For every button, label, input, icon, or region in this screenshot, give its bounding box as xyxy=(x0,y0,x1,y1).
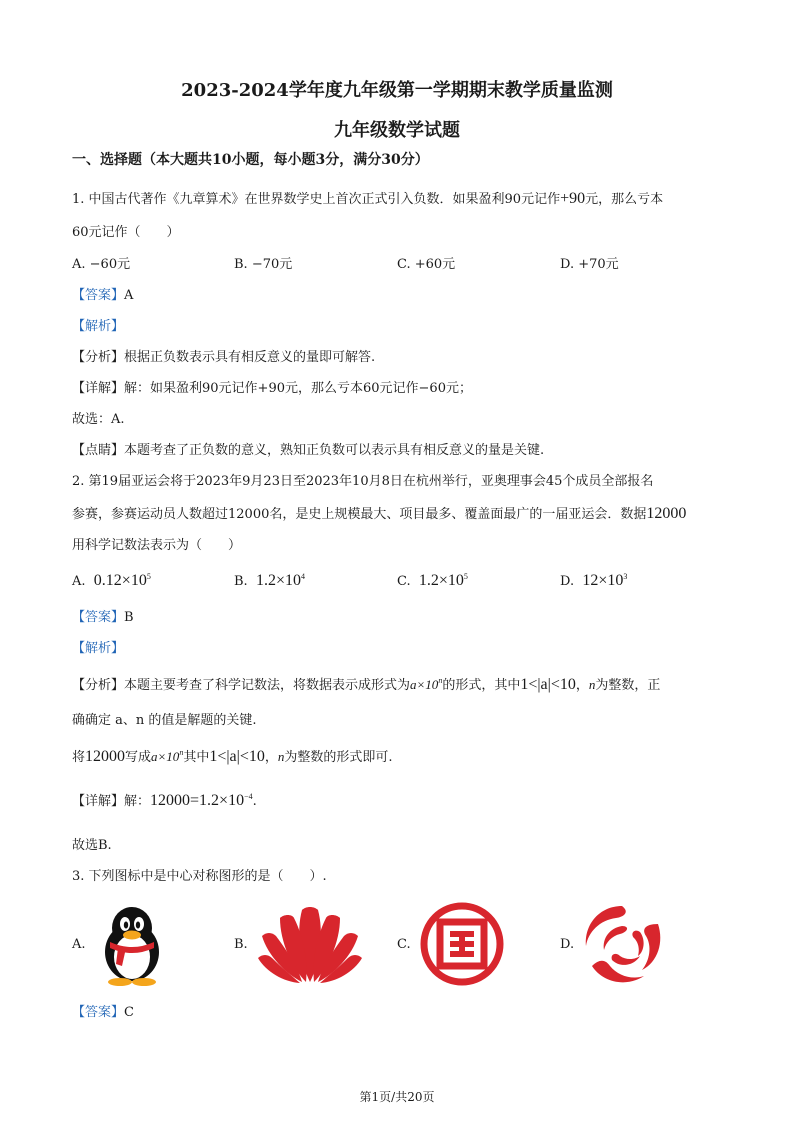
q2-conclusion: 故选B. xyxy=(72,838,112,853)
q2-fenxi-text-b: 的形式，其中 xyxy=(442,678,521,693)
q1-detail-text: 解：如果盈利90元记作+90元，那么亏本60元记作−60元； xyxy=(124,381,472,396)
detail-tag: 【详解】 xyxy=(72,794,125,809)
q2-stem-text: 参赛，参赛运动员人数超过12000名，是史上规模最大、项目最多、覆盖面最广的一届亚运会．数据 xyxy=(72,507,647,522)
q2-fenxi-text-a: 本题主要考查了科学记数法，将数据表示成形式为 xyxy=(124,678,411,693)
q1-comment-text: 本题考查了正负数的意义，熟知正负数可以表示具有相反意义的量是关键. xyxy=(124,443,545,458)
page-number-footer: 第1页/共20页 xyxy=(359,1090,435,1104)
q2-method-math1-exp: n xyxy=(179,748,184,757)
q2-stem-line1: 2. 第19届亚运会将于2023年9月23日至2023年10月8日在杭州举行，亚奥理事会45个成员全部报名 xyxy=(72,474,654,489)
q2-option-d-base: 12×10 xyxy=(582,572,624,589)
q2-fenxi-math2: 1<|a|<10 xyxy=(520,676,576,693)
q1-conclusion: 故选：A. xyxy=(72,412,125,427)
answer-tag: 【答案】 xyxy=(72,1005,125,1020)
q3-answer-value: C xyxy=(124,1005,134,1020)
q2-method-text-d: ， xyxy=(264,750,278,765)
page-subtitle: 九年级数学试题 xyxy=(334,120,460,141)
q2-option-b-exp: 4 xyxy=(300,572,305,581)
analysis-tag: 【解析】 xyxy=(72,319,125,334)
q2-fenxi-line xyxy=(72,676,660,695)
q2-stem-line2 xyxy=(72,505,686,524)
q2-option-d-label: D. xyxy=(560,574,575,589)
q2-method-math1: a×10 xyxy=(151,749,180,764)
q2-detail-math: 12000=1.2×10 xyxy=(150,792,245,809)
q2-method-text-e: 为整数的形式即可. xyxy=(284,750,393,765)
q2-fenxi-line2: 确确定 a、n 的值是解题的关键. xyxy=(72,713,257,728)
q2-answer-value: B xyxy=(124,610,134,625)
q2-option-d-exp: 3 xyxy=(623,572,628,581)
q2-stem-line3: 用科学记数法表示为（ ） xyxy=(72,538,242,553)
q1-fenxi-text: 根据正负数表示具有相反意义的量即可解答. xyxy=(124,350,376,365)
q2-method-number: 12000 xyxy=(85,748,126,765)
q1-stem-line2: 60元记作（ ） xyxy=(72,225,180,240)
analysis-tag: 【解析】 xyxy=(72,641,125,656)
penguin-logo-icon xyxy=(96,904,168,986)
q2-method-math2: 1<|a|<10 xyxy=(209,748,265,765)
q2-option-b xyxy=(234,572,305,591)
swirl-logo-icon xyxy=(582,902,664,986)
q1-option-d: D. +70元 xyxy=(560,257,619,272)
q3-option-d-label: D. xyxy=(560,937,575,952)
q2-detail-line xyxy=(72,792,257,811)
section-title: 一、选择题（本大题共10小题，每小题3分，满分30分） xyxy=(72,152,429,168)
q1-fenxi-line xyxy=(72,349,375,367)
q2-option-a-base: 0.12×10 xyxy=(93,572,147,589)
q3-option-c-label: C. xyxy=(397,937,411,952)
q2-detail-text: 解： xyxy=(124,794,151,809)
q1-analysis-tag xyxy=(72,318,124,336)
q3-option-b-label: B. xyxy=(234,937,248,952)
answer-tag: 【答案】 xyxy=(72,610,125,625)
q1-option-a: A. −60元 xyxy=(72,257,131,272)
q1-answer-line xyxy=(72,287,133,305)
page-title: 2023-2024学年度九年级第一学期期末教学质量监测 xyxy=(181,80,613,101)
fan-petal-logo-icon xyxy=(256,902,364,984)
answer-tag: 【答案】 xyxy=(72,288,125,303)
q2-option-d xyxy=(560,572,627,591)
q2-analysis-tag xyxy=(72,640,124,658)
q1-detail-line xyxy=(72,380,472,398)
q2-option-b-label: B. xyxy=(234,574,248,589)
q2-fenxi-text-d: 为整数，正 xyxy=(595,678,661,693)
q2-fenxi-math1: a×10 xyxy=(410,677,439,692)
q2-option-c-exp: 5 xyxy=(463,572,468,581)
q2-method-text-c: 其中 xyxy=(183,750,210,765)
q2-detail-end: . xyxy=(252,794,257,809)
q2-option-a xyxy=(72,572,151,591)
q2-option-c-label: C. xyxy=(397,574,411,589)
q1-stem-text-b: 元，那么亏本 xyxy=(585,192,664,207)
q2-answer-line xyxy=(72,609,134,627)
q1-stem-text-a: 1. 中国古代著作《九章算术》在世界数学史上首次正式引入负数．如果盈利90元记作 xyxy=(72,192,561,207)
fenxi-tag: 【分析】 xyxy=(72,350,125,365)
q2-option-c-base: 1.2×10 xyxy=(418,572,464,589)
q1-stem-math: +90 xyxy=(560,190,586,207)
q3-answer-line xyxy=(72,1004,134,1022)
q2-stem-number: 12000 xyxy=(646,505,687,522)
comment-tag: 【点睛】 xyxy=(72,443,125,458)
q2-method-line xyxy=(72,748,393,767)
q3-option-a-label: A. xyxy=(72,937,86,952)
q1-option-b: B. −70元 xyxy=(234,257,293,272)
q2-fenxi-math1-exp: n xyxy=(438,676,443,685)
detail-tag: 【详解】 xyxy=(72,381,125,396)
q1-comment-line xyxy=(72,442,544,460)
bank-seal-logo-icon xyxy=(420,902,504,986)
q2-detail-exp: −4 xyxy=(244,792,253,801)
q2-option-a-label: A. xyxy=(72,574,86,589)
q2-method-text-b: 写成 xyxy=(125,750,152,765)
q2-option-c xyxy=(397,572,468,591)
q1-answer-value: A xyxy=(124,288,134,303)
q2-fenxi-text-c: ， xyxy=(575,678,589,693)
fenxi-tag: 【分析】 xyxy=(72,678,125,693)
q2-fenxi-n: n xyxy=(588,677,596,692)
q2-option-a-exp: 5 xyxy=(146,572,151,581)
q2-option-b-base: 1.2×10 xyxy=(255,572,301,589)
q1-option-c: C. +60元 xyxy=(397,257,456,272)
q1-stem-line1 xyxy=(72,190,663,209)
q2-method-text-a: 将 xyxy=(72,750,86,765)
q3-stem: 3. 下列图标中是中心对称图形的是（ ）. xyxy=(72,869,327,884)
q2-method-n: n xyxy=(277,749,285,764)
